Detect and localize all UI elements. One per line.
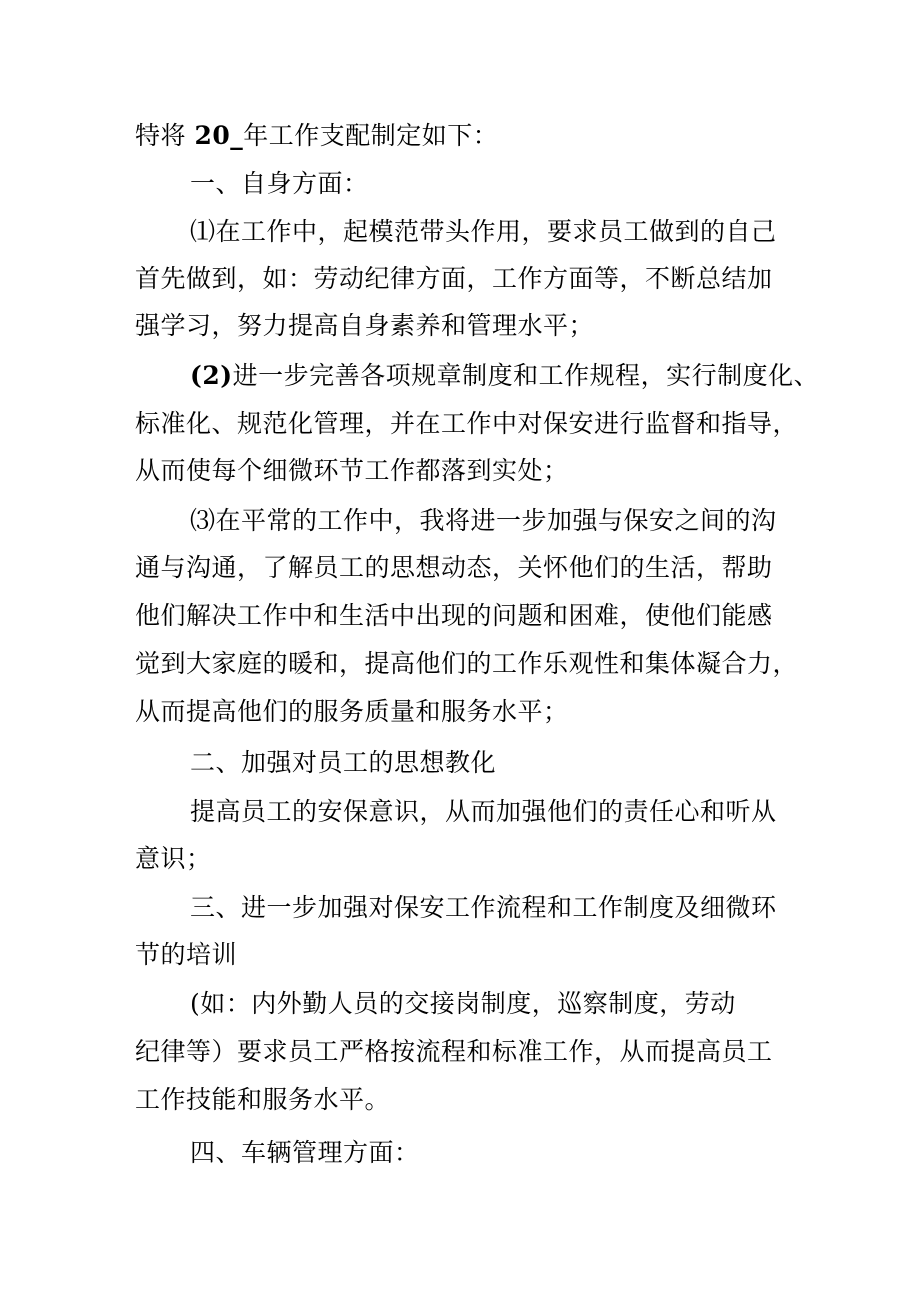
text-line-21: 工作技能和服务水平。 bbox=[135, 1085, 391, 1114]
text-line-15: 提高员工的安保意识，从而加强他们的责任心和听从 bbox=[190, 797, 777, 826]
text-line-10: 通与沟通，了解员工的思想动态，关怀他们的生活，帮助 bbox=[135, 553, 773, 582]
section-heading-4: 四、车辆管理方面： bbox=[190, 1138, 420, 1167]
text-line-12: 觉到大家庭的暖和，提高他们的工作乐观性和集体凝合力， bbox=[135, 649, 799, 678]
text-line-8: 从而使每个细微环节工作都落到实处； bbox=[135, 456, 569, 485]
text-line-20: 纪律等）要求员工严格按流程和标准工作，从而提高员工 bbox=[135, 1037, 773, 1066]
text-line-16: 意识； bbox=[135, 844, 212, 873]
section-heading-1: 一、自身方面： bbox=[190, 169, 369, 198]
section-heading-3: 三、进一步加强对保安工作流程和工作制度及细微环 bbox=[190, 893, 777, 922]
text-line-13: 从而提高他们的服务质量和服务水平； bbox=[135, 697, 569, 726]
text-line-3: ⑴在工作中，起模范带头作用，要求员工做到的自己 bbox=[190, 217, 777, 246]
year-placeholder: 20_ bbox=[194, 121, 244, 150]
item-number: (2) bbox=[190, 361, 233, 390]
text-line-5: 强学习，努力提高自身素养和管理水平； bbox=[135, 311, 595, 340]
text-line-19: (如：内外勤人员的交接岗制度，巡察制度，劳动 bbox=[190, 989, 736, 1018]
section-heading-2: 二、加强对员工的思想教化 bbox=[190, 748, 497, 777]
text-segment: 特将 bbox=[135, 121, 195, 150]
text-segment: 进一步完善各项规章制度和工作规程，实行制度化、 bbox=[232, 361, 820, 390]
text-line-9: ⑶在平常的工作中，我将进一步加强与保安之间的沟 bbox=[190, 506, 777, 535]
text-line-1 bbox=[135, 121, 498, 151]
text-segment: 年工作支配制定如下： bbox=[243, 121, 499, 150]
text-line-6 bbox=[190, 361, 819, 391]
text-line-11: 他们解决工作中和生活中出现的问题和困难，使他们能感 bbox=[135, 601, 773, 630]
text-line-7: 标准化、规范化管理，并在工作中对保安进行监督和指导， bbox=[135, 409, 799, 438]
text-line-18: 节的培训 bbox=[135, 940, 238, 969]
text-line-4: 首先做到，如：劳动纪律方面，工作方面等，不断总结加 bbox=[135, 264, 773, 293]
